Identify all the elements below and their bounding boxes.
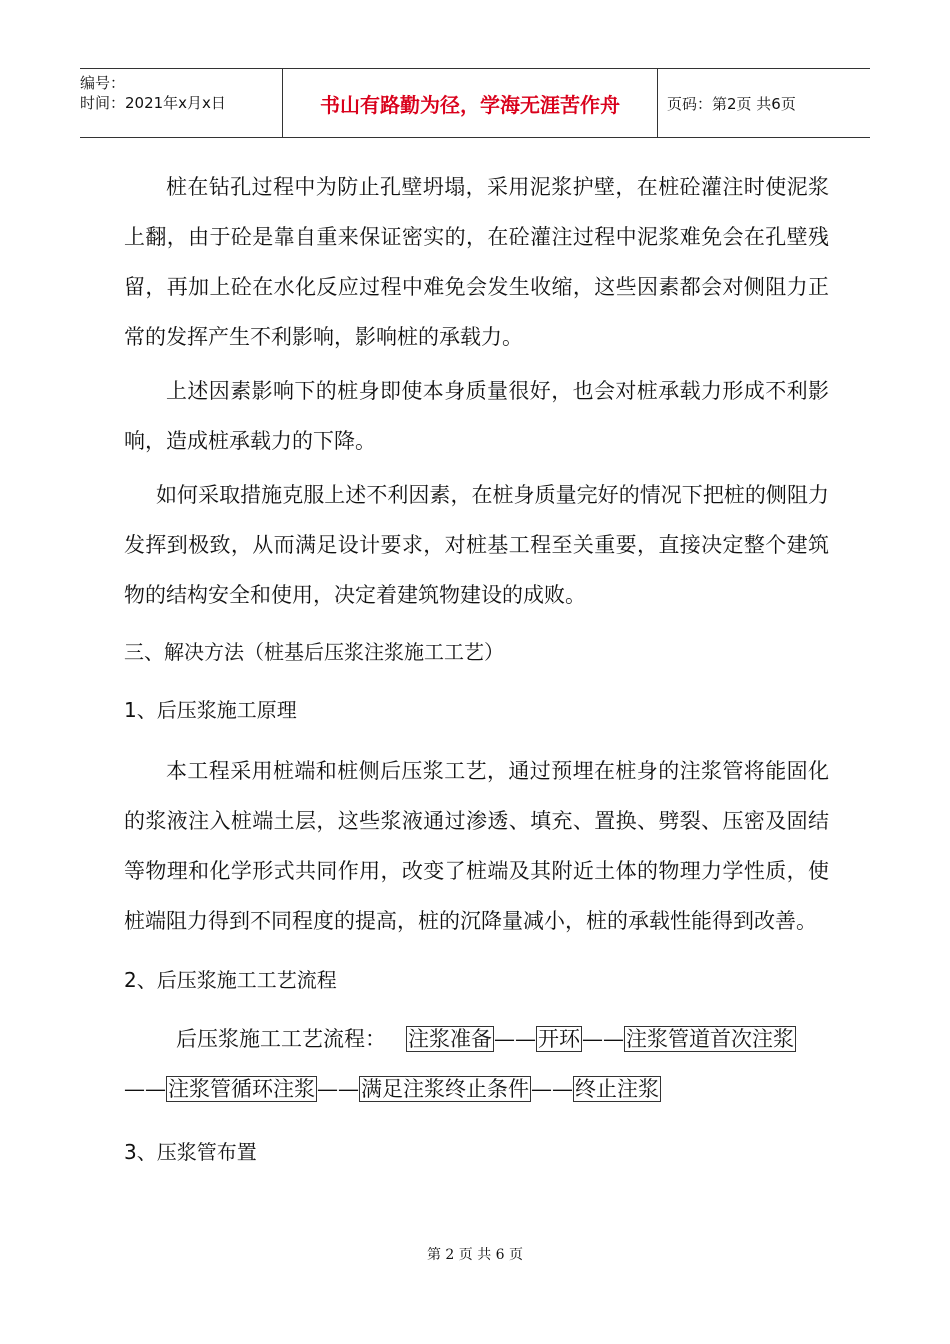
subsection-heading: 3、压浆管布置 [124,1140,257,1164]
flow-step: 注浆管循环注浆 [168,1077,315,1101]
flow-separator: —— [317,1077,359,1101]
header-meta [80,69,282,137]
header-page-info: 页码：第2页 共6页 [667,94,796,113]
flow-step: 满足注浆终止条件 [361,1077,529,1101]
flow-separator: —— [124,1077,166,1101]
flow-separator: —— [494,1027,536,1051]
document-number-label: 编号： [80,74,126,92]
subsection-heading: 1、后压浆施工原理 [124,698,297,722]
document-time: 时间：2021年x月x日 [80,94,226,112]
flow-step: 注浆准备 [408,1027,492,1051]
section-heading: 三、解决方法（桩基后压浆注浆施工工艺） [124,640,504,664]
flow-separator: —— [531,1077,573,1101]
flow-step: 注浆管道首次注浆 [626,1027,794,1051]
paragraph: 上述因素影响下的桩身即使本身质量很好，也会对桩承载力形成不利影响，造成桩承载力的下降。 [124,379,829,453]
paragraph: 本工程采用桩端和桩侧后压浆工艺，通过预埋在桩身的注浆管将能固化的浆液注入桩端土层，这些浆液通过渗透、填充、置换、劈裂、压密及固结等物理和化学形式共同作用，改变了桩端及其附近土体的物理力学性质，使桩端阻力得到不同程度的提高，桩的沉降量减小，桩的承载性能得到改善。 [124,759,829,933]
flow-separator: —— [582,1027,624,1051]
document-body [124,162,829,1172]
subsection-heading: 2、后压浆施工工艺流程 [124,968,337,992]
page-header [80,68,870,138]
process-flow [124,1014,829,1114]
paragraph: 如何采取措施克服上述不利因素，在桩身质量完好的情况下把桩的侧阻力发挥到极致，从而满足设计要求，对桩基工程至关重要，直接决定整个建筑物的结构安全和使用，决定着建筑物建设的成败。 [124,483,829,607]
flow-step: 终止注浆 [575,1077,659,1101]
header-motto: 书山有路勤为径，学海无涯苦作舟 [282,69,658,137]
flow-step: 开环 [538,1027,580,1051]
page-footer: 第 2 页 共 6 页 [426,1247,524,1263]
flow-label: 后压浆施工工艺流程： [176,1027,386,1051]
paragraph: 桩在钻孔过程中为防止孔壁坍塌，采用泥浆护壁，在桩砼灌注时使泥浆上翻，由于砼是靠自重来保证密实的，在砼灌注过程中泥浆难免会在孔壁残留，再加上砼在水化反应过程中难免会发生收缩，这些因素都会对侧阻力正常的发挥产生不利影响，影响桩的承载力。 [124,175,829,349]
